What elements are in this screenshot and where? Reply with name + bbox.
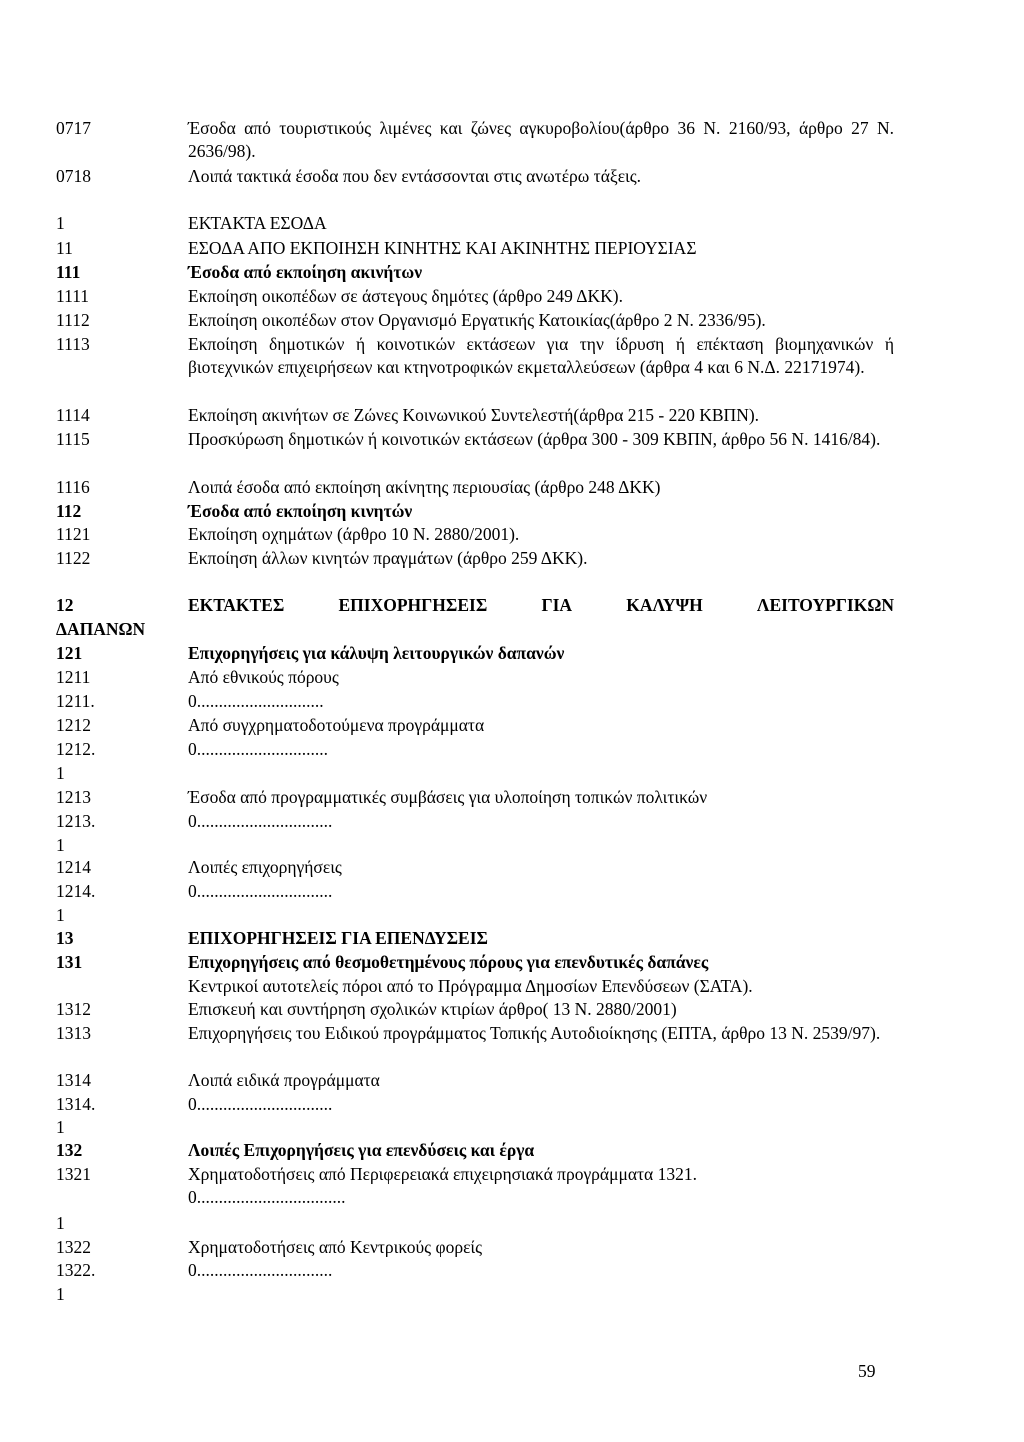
entry-amount: 0...............................: [188, 1094, 333, 1114]
entry-code: 1214.: [56, 881, 96, 901]
entry-code: 1116: [56, 477, 90, 497]
entry-code: 1111: [56, 286, 90, 306]
entry-code: 1115: [56, 429, 90, 449]
heading-word: ΕΠΙΧΟΡΗΓΗΣΕΙΣ: [338, 595, 488, 615]
entry-text: Επιχορηγήσεις από θεσμοθετημένους πόρους για επενδυτικές δαπάνες: [188, 952, 709, 972]
entry-text: Από εθνικούς πόρους: [188, 667, 339, 687]
entry-text: Έσοδα από προγραμματικές συμβάσεις για υλοποίηση τοπικών πολιτικών: [188, 787, 708, 807]
entry-text: Χρηματοδοτήσεις από Περιφερειακά επιχειρησιακά προγράμματα 1321.: [188, 1164, 697, 1184]
entry-text: Επιχορηγήσεις του Ειδικού προγράμματος Τοπικής Αυτοδιοίκησης (ΕΠΤΑ, άρθρο 13 Ν. 2539/97).: [188, 1023, 881, 1043]
entry-amount: 0...............................: [188, 881, 333, 901]
entry-code: 1322: [56, 1237, 91, 1257]
entry-code: 1314: [56, 1070, 91, 1090]
entry-code: 1122: [56, 548, 91, 568]
entry-text: ΕΚΤΑΚΤΑ ΕΣΟΔΑ: [188, 213, 327, 233]
entry-code: 1: [56, 1284, 65, 1304]
entry-code: 1322.: [56, 1260, 96, 1280]
entry-code: 1113: [56, 334, 90, 354]
entry-code: 12: [56, 595, 74, 615]
entry-amount: 0.............................: [188, 691, 324, 711]
entry-text: ΕΣΟΔΑ ΑΠΟ ΕΚΠΟΙΗΣΗ ΚΙΝΗΤΗΣ ΚΑΙ ΑΚΙΝΗΤΗΣ ΠΕΡΙΟΥΣΙΑΣ: [188, 238, 697, 258]
entry-code: 1313: [56, 1023, 91, 1043]
entry-code: 1212.: [56, 739, 96, 759]
entry-text: Λοιπά έσοδα από εκποίηση ακίνητης περιουσίας (άρθρο 248 ΔΚΚ): [188, 477, 661, 497]
entry-code: ΔΑΠΑΝΩΝ: [56, 619, 146, 639]
entry-text: Επιχορηγήσεις για κάλυψη λειτουργικών δαπανών: [188, 643, 565, 663]
entry-code: 131: [56, 952, 83, 972]
entry-code: 1314.: [56, 1094, 96, 1114]
entry-text: ΕΠΙΧΟΡΗΓΗΣΕΙΣ ΓΙΑ ΕΠΕΝΔΥΣΕΙΣ: [188, 928, 488, 948]
entry-code: 1212: [56, 715, 91, 735]
entry-code: 1213.: [56, 811, 96, 831]
entry-amount: 0...............................: [188, 1260, 333, 1280]
entry-text: Έσοδα από τουριστικούς λιμένες και ζώνες αγκυροβολίου(άρθρο 36 Ν. 2160/93, άρθρο 27 Ν. 2636/98).: [188, 118, 894, 161]
heading-word: ΚΑΛΥΨΗ: [626, 595, 703, 615]
entry-text: Επισκευή και συντήρηση σχολικών κτιρίων άρθρο( 13 Ν. 2880/2001): [188, 999, 677, 1019]
entry-text: Έσοδα από εκποίηση κινητών: [188, 501, 413, 521]
entry-text: Έσοδα από εκποίηση ακινήτων: [188, 262, 423, 282]
heading-word: ΛΕΙΤΟΥΡΓΙΚΩΝ: [756, 595, 894, 615]
entry-code: 13: [56, 928, 74, 948]
heading-word: ΕΚΤΑΚΤΕΣ: [188, 595, 285, 615]
entry-code: 1214: [56, 857, 91, 877]
entry-text: Κεντρικοί αυτοτελείς πόροι από το Πρόγραμμα Δημοσίων Επενδύσεων (ΣΑΤΑ).: [188, 976, 753, 996]
entry-text: Εκποίηση οικοπέδων στον Οργανισμό Εργατικής Κατοικίας(άρθρο 2 Ν. 2336/95).: [188, 310, 766, 330]
entry-text: Εκποίηση οικοπέδων σε άστεγους δημότες (άρθρο 249 ΔΚΚ).: [188, 286, 623, 306]
entry-amount: 0...............................: [188, 811, 333, 831]
entry-code: 1312: [56, 999, 91, 1019]
entry-code: 1112: [56, 310, 90, 330]
entry-code: 1: [56, 1117, 65, 1137]
entry-code: 1: [56, 1213, 65, 1233]
entry-code: 0717: [56, 118, 91, 138]
entry-text: Εκποίηση δημοτικών ή κοινοτικών εκτάσεων για την ίδρυση ή επέκταση βιομηχανικών ή βιοτεχνικών επιχειρήσεων και κτηνοτροφικών εκμεταλλεύσεων (άρθρα 4 και 6 Ν.Δ. 22171974).: [188, 334, 894, 377]
entry-code: 11: [56, 238, 73, 258]
entry-code: 1121: [56, 524, 91, 544]
entry-text: Από συγχρηματοδοτούμενα προγράμματα: [188, 715, 485, 735]
entry-code: 1211: [56, 667, 91, 687]
entry-code: 1: [56, 835, 65, 855]
entry-text: Λοιπά τακτικά έσοδα που δεν εντάσσονται στις ανωτέρω τάξεις.: [188, 166, 642, 186]
entry-code: 121: [56, 643, 83, 663]
entry-text: [188, 594, 894, 617]
entry-code: 1213: [56, 787, 91, 807]
entry-text: Λοιπά ειδικά προγράμματα: [188, 1070, 380, 1090]
entry-code: 1114: [56, 405, 90, 425]
entry-text: Εκποίηση ακινήτων σε Ζώνες Κοινωνικού Συντελεστή(άρθρα 215 - 220 ΚΒΠΝ).: [188, 405, 760, 425]
entry-code: 1: [56, 763, 65, 783]
entry-text: Εκποίηση οχημάτων (άρθρο 10 Ν. 2880/2001).: [188, 524, 520, 544]
entry-text: Εκποίηση άλλων κινητών πραγμάτων (άρθρο 259 ΔΚΚ).: [188, 548, 588, 568]
entry-amount: 0..............................: [188, 739, 328, 759]
entry-code: 111: [56, 262, 81, 282]
entry-text: Λοιπές επιχορηγήσεις: [188, 857, 342, 877]
entry-text: Προσκύρωση δημοτικών ή κοινοτικών εκτάσεων (άρθρα 300 - 309 ΚΒΠΝ, άρθρο 56 Ν. 1416/84).: [188, 429, 881, 449]
entry-code: 1321: [56, 1164, 91, 1184]
entry-amount: 0..................................: [188, 1187, 346, 1207]
entry-text: Χρηματοδοτήσεις από Κεντρικούς φορείς: [188, 1237, 483, 1257]
entry-text: Λοιπές Επιχορηγήσεις για επενδύσεις και έργα: [188, 1140, 535, 1160]
entry-code: 132: [56, 1140, 83, 1160]
entry-code: 112: [56, 501, 82, 521]
entry-code: 0718: [56, 166, 91, 186]
page-number: 59: [858, 1361, 876, 1381]
entry-code: 1: [56, 213, 65, 233]
entry-code: 1211.: [56, 691, 95, 711]
heading-word: ΓΙΑ: [541, 595, 573, 615]
entry-code: 1: [56, 905, 65, 925]
